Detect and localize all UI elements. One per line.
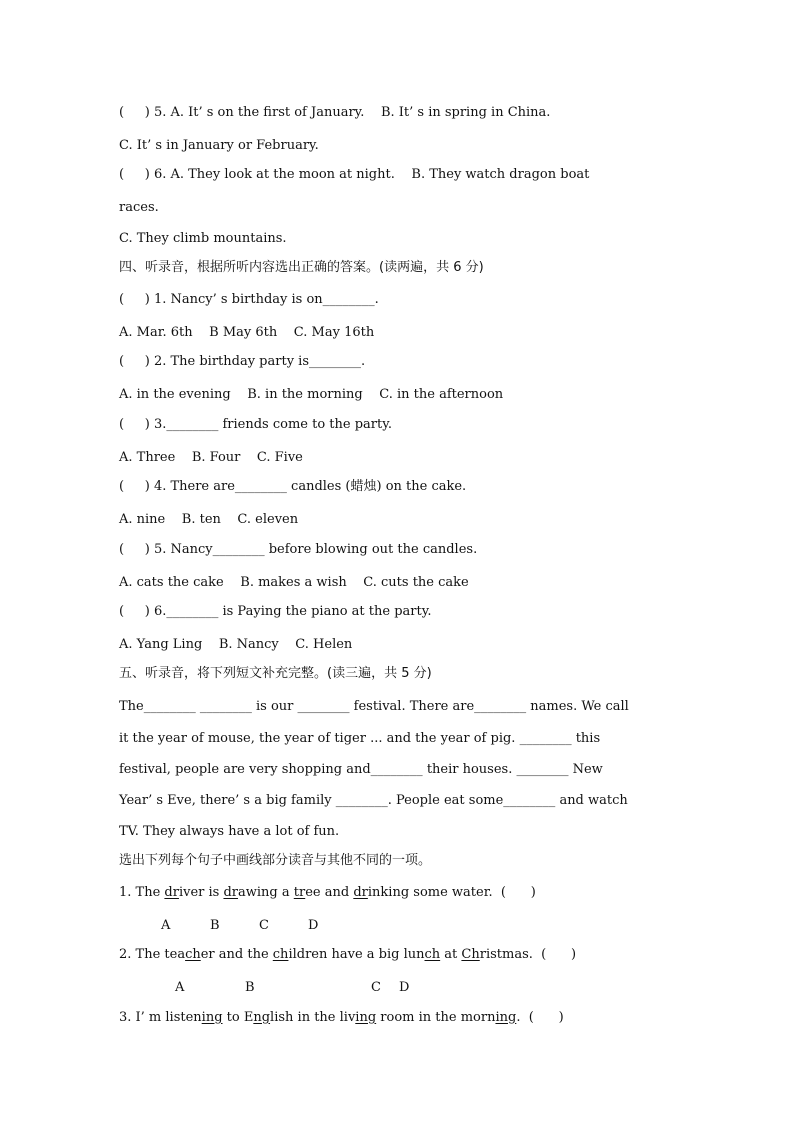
question-6-continuation: races. [119,200,159,215]
s4-question-6: ( ) 6.________ is Paying the piano at the party. [119,604,432,619]
s6-2-label-b: B [245,980,255,995]
s6-sentence-3 [119,1010,564,1026]
s4-options-6: A. Yang Ling B. Nancy C. Helen [119,637,353,652]
s6-2-underline-b: ch [272,947,289,962]
s6-3-text: room in the morn [376,1010,496,1025]
s6-1-label-b: B [210,918,220,933]
s6-3-text: 3. I’ m listen [119,1010,202,1025]
s6-1-text: awing a [238,885,294,900]
s6-1-underline-c: tr [293,885,306,900]
s4-question-2: ( ) 2. The birthday party is________. [119,354,366,369]
s6-1-label-c: C [259,918,269,933]
s6-2-label-d: D [399,980,410,995]
s4-question-1: ( ) 1. Nancy’ s birthday is on________. [119,292,379,307]
s6-3-text: lish in the liv [270,1010,356,1025]
s6-1-underline-d: dr [353,885,368,900]
s6-2-text: er and the [200,947,273,962]
s6-3-text: to E [222,1010,254,1025]
s6-2-label-c: C [371,980,381,995]
section-5-heading: 五、听录音，将下列短文补充完整。(读三遍，共 5 分) [119,666,432,681]
s5-passage-line-2: it the year of mouse, the year of tiger ... and the year of pig. ________ this [119,731,601,746]
s6-2-label-a: A [175,980,185,995]
s6-1-text: ee and [305,885,354,900]
s4-options-4: A. nine B. ten C. eleven [119,512,299,527]
s6-3-underline-b: ng [253,1010,271,1025]
s6-1-text: inking some water. ( ) [367,885,536,900]
s6-1-label-a: A [161,918,171,933]
s4-question-5: ( ) 5. Nancy________ before blowing out the candles. [119,542,478,557]
s6-1-underline-a: dr [164,885,179,900]
section-6-heading: 选出下列每个句子中画线部分读音与其他不同的一项。 [119,853,432,868]
question-6-line: ( ) 6. A. They look at the moon at night. B. They watch dragon boat [119,167,590,182]
question-6-option-c: C. They climb mountains. [119,231,287,246]
s5-passage-line-4: Year’ s Eve, there’ s a big family ________. People eat some________ and watch [119,793,628,808]
s6-sentence-1 [119,885,536,901]
s6-3-underline-a: ing [201,1010,223,1025]
s6-2-text: at [440,947,462,962]
s4-question-3: ( ) 3.________ friends come to the party. [119,417,392,432]
s6-3-text: . ( ) [516,1010,564,1025]
s6-1-label-d: D [308,918,319,933]
s6-1-text: 1. The [119,885,165,900]
s6-2-text: 2. The tea [119,947,186,962]
s5-passage-line-3: festival, people are very shopping and________ their houses. ________ New [119,762,603,777]
s6-2-underline-c: ch [424,947,441,962]
s4-options-1: A. Mar. 6th B May 6th C. May 16th [119,325,375,340]
s6-sentence-2 [119,947,576,963]
question-5-option-c: C. It’ s in January or February. [119,138,319,153]
s4-options-5: A. cats the cake B. makes a wish C. cuts the cake [119,575,469,590]
section-4-heading: 四、听录音，根据所听内容选出正确的答案。(读两遍，共 6 分) [119,260,484,275]
s4-options-3: A. Three B. Four C. Five [119,450,303,465]
s5-passage-line-5: TV. They always have a lot of fun. [119,824,340,839]
s6-2-underline-a: ch [185,947,201,962]
s6-1-text: iver is [178,885,224,900]
question-5-line: ( ) 5. A. It’ s on the first of January. B. It’ s in spring in China. [119,105,551,120]
s6-3-underline-d: ing [495,1010,517,1025]
s4-options-2: A. in the evening B. in the morning C. in the afternoon [119,387,504,402]
s5-passage-line-1: The________ ________ is our ________ festival. There are________ names. We call [119,699,629,714]
s6-2-text: ildren have a big lun [288,947,425,962]
s4-question-4: ( ) 4. There are________ candles (蜡烛) on the cake. [119,479,467,494]
s6-1-underline-b: dr [223,885,239,900]
s6-2-underline-d: Ch [461,947,480,962]
s6-2-text: ristmas. ( ) [479,947,577,962]
s6-3-underline-c: ing [355,1010,377,1025]
